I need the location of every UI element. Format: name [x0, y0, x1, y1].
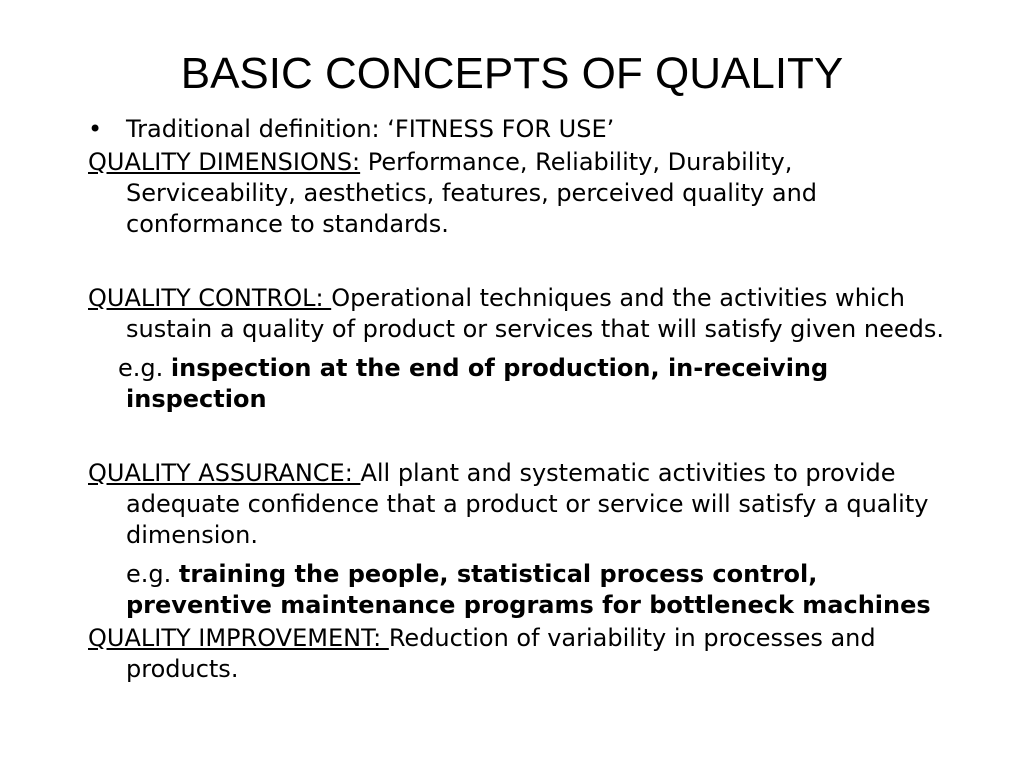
control-example-prefix: e.g.	[118, 354, 171, 382]
definition-bullet	[88, 114, 948, 145]
control-label: QUALITY CONTROL:	[88, 284, 332, 312]
control-example	[88, 353, 948, 415]
dimensions-text: Performance, Reliability, Durability, Serviceability, aesthetics, features, perceived quality and conformance to standards.	[126, 148, 818, 238]
assurance-example-text: training the people, statistical process control, preventive maintenance programs for bottleneck machines	[126, 560, 931, 619]
control-paragraph	[88, 283, 948, 345]
definition-text: Traditional definition: ‘FITNESS FOR USE’	[126, 115, 615, 143]
improvement-paragraph	[88, 623, 948, 685]
control-text: Operational techniques and the activities which sustain a quality of product or services that will satisfy given needs.	[126, 284, 944, 343]
bullet-marker: •	[88, 115, 103, 143]
dimensions-paragraph	[88, 147, 948, 240]
assurance-paragraph	[88, 458, 948, 551]
assurance-example-prefix: e.g.	[126, 560, 179, 588]
assurance-label: QUALITY ASSURANCE:	[88, 459, 361, 487]
control-example-text: inspection at the end of production, in-receiving inspection	[126, 354, 829, 413]
assurance-example	[88, 559, 948, 621]
slide-body	[88, 114, 948, 685]
assurance-text: All plant and systematic activities to provide adequate confidence that a product or service will satisfy a quality dimension.	[126, 459, 929, 549]
improvement-text: Reduction of variability in processes and products.	[126, 624, 876, 683]
improvement-label: QUALITY IMPROVEMENT:	[88, 624, 389, 652]
slide-title: BASIC CONCEPTS OF QUALITY	[180, 49, 844, 98]
dimensions-label: QUALITY DIMENSIONS:	[88, 148, 361, 176]
